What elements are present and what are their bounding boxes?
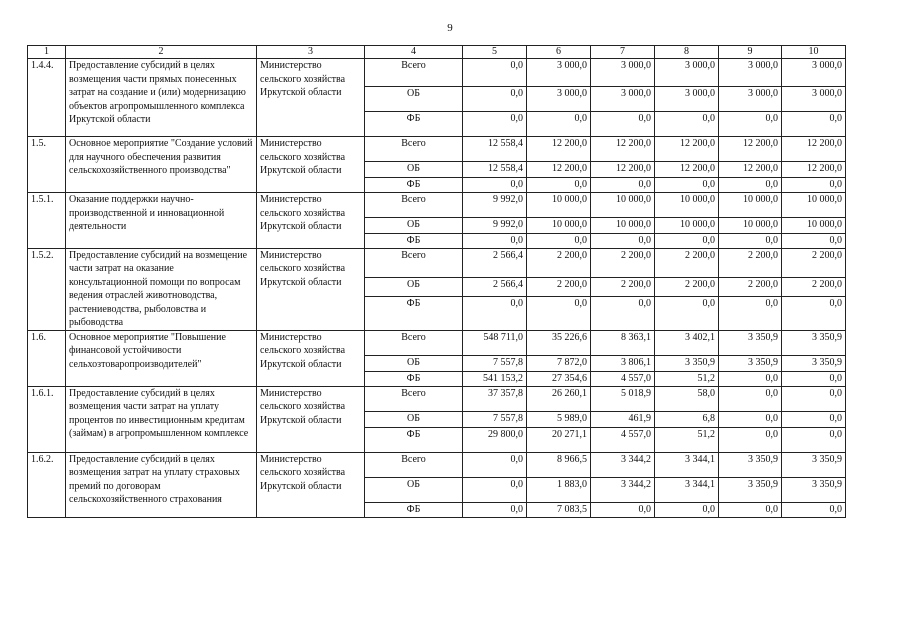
amount-cell: 0,0 (527, 178, 591, 193)
amount-cell: 2 200,0 (719, 248, 782, 278)
funding-source: ОБ (365, 87, 463, 112)
amount-cell: 3 000,0 (782, 59, 846, 87)
amount-cell: 27 354,6 (527, 371, 591, 386)
amount-cell: 0,0 (782, 411, 846, 427)
amount-cell: 3 000,0 (719, 59, 782, 87)
amount-cell: 3 402,1 (655, 330, 719, 355)
funding-source: ОБ (365, 278, 463, 297)
amount-cell: 37 357,8 (463, 386, 527, 411)
amount-cell: 4 557,0 (591, 427, 655, 452)
funding-source: Всего (365, 59, 463, 87)
amount-cell: 0,0 (782, 502, 846, 517)
amount-cell: 2 200,0 (527, 278, 591, 297)
amount-cell: 10 000,0 (655, 218, 719, 234)
measure-code: 1.5.1. (28, 193, 66, 249)
amount-cell: 12 200,0 (782, 162, 846, 178)
amount-cell: 1 883,0 (527, 477, 591, 502)
amount-cell: 26 260,1 (527, 386, 591, 411)
amount-cell: 0,0 (463, 87, 527, 112)
amount-cell: 0,0 (591, 178, 655, 193)
amount-cell: 3 350,9 (719, 330, 782, 355)
funding-source: ФБ (365, 297, 463, 330)
amount-cell: 0,0 (719, 178, 782, 193)
amount-cell: 0,0 (527, 112, 591, 137)
amount-cell: 0,0 (782, 386, 846, 411)
page-number: 9 (447, 22, 453, 34)
amount-cell: 541 153,2 (463, 371, 527, 386)
funding-source: Всего (365, 386, 463, 411)
amount-cell: 0,0 (719, 371, 782, 386)
amount-cell: 2 566,4 (463, 278, 527, 297)
amount-cell: 0,0 (655, 112, 719, 137)
amount-cell: 3 344,1 (655, 477, 719, 502)
amount-cell: 5 018,9 (591, 386, 655, 411)
amount-cell: 12 200,0 (655, 137, 719, 162)
funding-source: ФБ (365, 427, 463, 452)
amount-cell: 7 083,5 (527, 502, 591, 517)
amount-cell: 12 200,0 (591, 137, 655, 162)
amount-cell: 2 200,0 (782, 278, 846, 297)
amount-cell: 3 000,0 (591, 87, 655, 112)
measure-code: 1.6.1. (28, 386, 66, 452)
amount-cell: 0,0 (719, 386, 782, 411)
amount-cell: 8 363,1 (591, 330, 655, 355)
funding-source: Всего (365, 330, 463, 355)
amount-cell: 12 200,0 (527, 137, 591, 162)
amount-cell: 10 000,0 (591, 193, 655, 218)
funding-source: ФБ (365, 112, 463, 137)
amount-cell: 9 992,0 (463, 193, 527, 218)
measure-code: 1.6.2. (28, 452, 66, 517)
amount-cell: 10 000,0 (719, 218, 782, 234)
funding-source: Всего (365, 137, 463, 162)
amount-cell: 10 000,0 (527, 193, 591, 218)
measure-name: Основное мероприятие "Повышение финансовой устойчивости сельхозтоваропроизводителей" (66, 330, 257, 386)
column-header: 7 (591, 46, 655, 59)
amount-cell: 0,0 (655, 234, 719, 249)
measure-code: 1.5. (28, 137, 66, 193)
amount-cell: 51,2 (655, 427, 719, 452)
amount-cell: 0,0 (463, 477, 527, 502)
amount-cell: 4 557,0 (591, 371, 655, 386)
funding-source: Всего (365, 452, 463, 477)
amount-cell: 10 000,0 (527, 218, 591, 234)
amount-cell: 12 200,0 (655, 162, 719, 178)
amount-cell: 0,0 (527, 234, 591, 249)
amount-cell: 2 200,0 (591, 248, 655, 278)
amount-cell: 3 350,9 (782, 452, 846, 477)
amount-cell: 0,0 (782, 371, 846, 386)
amount-cell: 6,8 (655, 411, 719, 427)
amount-cell: 3 000,0 (591, 59, 655, 87)
column-header: 5 (463, 46, 527, 59)
measure-name: Предоставление субсидий в целях возмещения части прямых понесенных затрат на создание и (или) модернизацию объектов агропромышленного комплекса Иркутской области (66, 59, 257, 137)
amount-cell: 0,0 (719, 112, 782, 137)
amount-cell: 3 350,9 (782, 477, 846, 502)
amount-cell: 3 344,1 (655, 452, 719, 477)
amount-cell: 3 000,0 (527, 87, 591, 112)
table-row (28, 137, 846, 162)
measure-name: Основное мероприятие "Создание условий для научного обеспечения развития сельскохозяйственного производства" (66, 137, 257, 193)
amount-cell: 0,0 (463, 234, 527, 249)
amount-cell: 3 000,0 (655, 87, 719, 112)
funding-source: Всего (365, 193, 463, 218)
amount-cell: 58,0 (655, 386, 719, 411)
measure-name: Предоставление субсидий на возмещение части затрат на оказание консультационной помощи по вопросам ведения отраслей животноводства, растениеводства, рыболовства и рыбоводства (66, 248, 257, 330)
amount-cell: 35 226,6 (527, 330, 591, 355)
amount-cell: 0,0 (719, 297, 782, 330)
amount-cell: 2 200,0 (782, 248, 846, 278)
amount-cell: 10 000,0 (719, 193, 782, 218)
amount-cell: 12 200,0 (719, 137, 782, 162)
amount-cell: 3 000,0 (719, 87, 782, 112)
measure-name: Предоставление субсидий в целях возмещения части затрат на уплату процентов по инвестиционным кредитам (займам) в агропромышленном комплексе (66, 386, 257, 452)
amount-cell: 0,0 (591, 234, 655, 249)
column-header: 9 (719, 46, 782, 59)
amount-cell: 0,0 (463, 59, 527, 87)
funding-source: ФБ (365, 502, 463, 517)
amount-cell: 0,0 (782, 427, 846, 452)
funding-source: ОБ (365, 411, 463, 427)
executor-name: Министерство сельского хозяйства Иркутской области (257, 452, 365, 517)
table-row (28, 59, 846, 87)
amount-cell: 5 989,0 (527, 411, 591, 427)
amount-cell: 12 200,0 (591, 162, 655, 178)
column-header: 6 (527, 46, 591, 59)
table-body (28, 59, 846, 518)
amount-cell: 12 558,4 (463, 162, 527, 178)
funding-source: Всего (365, 248, 463, 278)
amount-cell: 0,0 (782, 297, 846, 330)
amount-cell: 3 000,0 (527, 59, 591, 87)
amount-cell: 0,0 (591, 112, 655, 137)
amount-cell: 3 350,9 (719, 452, 782, 477)
amount-cell: 3 344,2 (591, 477, 655, 502)
amount-cell: 2 566,4 (463, 248, 527, 278)
amount-cell: 12 200,0 (527, 162, 591, 178)
amount-cell: 7 557,8 (463, 411, 527, 427)
executor-name: Министерство сельского хозяйства Иркутской области (257, 248, 365, 330)
executor-name: Министерство сельского хозяйства Иркутской области (257, 386, 365, 452)
amount-cell: 0,0 (782, 178, 846, 193)
amount-cell: 3 806,1 (591, 355, 655, 371)
amount-cell: 7 872,0 (527, 355, 591, 371)
amount-cell: 3 350,9 (782, 330, 846, 355)
column-header: 2 (66, 46, 257, 59)
amount-cell: 3 000,0 (655, 59, 719, 87)
amount-cell: 10 000,0 (655, 193, 719, 218)
measure-code: 1.5.2. (28, 248, 66, 330)
amount-cell: 3 350,9 (782, 355, 846, 371)
amount-cell: 0,0 (463, 502, 527, 517)
table-row (28, 452, 846, 477)
measure-code: 1.4.4. (28, 59, 66, 137)
column-header: 3 (257, 46, 365, 59)
measure-name: Оказание поддержки научно-производственной и инновационной деятельности (66, 193, 257, 249)
table-row (28, 193, 846, 218)
column-header: 4 (365, 46, 463, 59)
amount-cell: 51,2 (655, 371, 719, 386)
amount-cell: 3 350,9 (719, 355, 782, 371)
amount-cell: 548 711,0 (463, 330, 527, 355)
amount-cell: 0,0 (719, 234, 782, 249)
funding-source: ОБ (365, 355, 463, 371)
amount-cell: 0,0 (655, 502, 719, 517)
table-row (28, 386, 846, 411)
column-number-row (28, 46, 846, 59)
amount-cell: 2 200,0 (719, 278, 782, 297)
amount-cell: 0,0 (591, 502, 655, 517)
amount-cell: 3 350,9 (719, 477, 782, 502)
amount-cell: 0,0 (719, 411, 782, 427)
amount-cell: 8 966,5 (527, 452, 591, 477)
measure-name: Предоставление субсидий в целях возмещения затрат на уплату страховых премий по договорам сельскохозяйственного страхования (66, 452, 257, 517)
amount-cell: 2 200,0 (527, 248, 591, 278)
amount-cell: 0,0 (719, 502, 782, 517)
funding-source: ФБ (365, 178, 463, 193)
amount-cell: 0,0 (782, 112, 846, 137)
funding-source: ОБ (365, 477, 463, 502)
amount-cell: 0,0 (591, 297, 655, 330)
amount-cell: 2 200,0 (591, 278, 655, 297)
executor-name: Министерство сельского хозяйства Иркутской области (257, 193, 365, 249)
program-funding-table (27, 45, 846, 518)
amount-cell: 10 000,0 (591, 218, 655, 234)
amount-cell: 3 000,0 (782, 87, 846, 112)
amount-cell: 2 200,0 (655, 248, 719, 278)
amount-cell: 461,9 (591, 411, 655, 427)
funding-source: ОБ (365, 162, 463, 178)
column-header: 10 (782, 46, 846, 59)
column-header: 8 (655, 46, 719, 59)
table-row (28, 248, 846, 278)
table-row (28, 330, 846, 355)
amount-cell: 20 271,1 (527, 427, 591, 452)
amount-cell: 0,0 (463, 178, 527, 193)
measure-code: 1.6. (28, 330, 66, 386)
amount-cell: 10 000,0 (782, 218, 846, 234)
amount-cell: 0,0 (719, 427, 782, 452)
amount-cell: 12 200,0 (782, 137, 846, 162)
executor-name: Министерство сельского хозяйства Иркутской области (257, 330, 365, 386)
amount-cell: 0,0 (463, 297, 527, 330)
amount-cell: 12 200,0 (719, 162, 782, 178)
funding-source: ОБ (365, 218, 463, 234)
amount-cell: 3 344,2 (591, 452, 655, 477)
amount-cell: 0,0 (655, 178, 719, 193)
amount-cell: 7 557,8 (463, 355, 527, 371)
amount-cell: 2 200,0 (655, 278, 719, 297)
executor-name: Министерство сельского хозяйства Иркутской области (257, 137, 365, 193)
amount-cell: 9 992,0 (463, 218, 527, 234)
amount-cell: 0,0 (463, 452, 527, 477)
column-header: 1 (28, 46, 66, 59)
amount-cell: 0,0 (463, 112, 527, 137)
funding-source: ФБ (365, 371, 463, 386)
amount-cell: 29 800,0 (463, 427, 527, 452)
funding-source: ФБ (365, 234, 463, 249)
amount-cell: 0,0 (782, 234, 846, 249)
amount-cell: 10 000,0 (782, 193, 846, 218)
amount-cell: 0,0 (527, 297, 591, 330)
amount-cell: 0,0 (655, 297, 719, 330)
amount-cell: 12 558,4 (463, 137, 527, 162)
executor-name: Министерство сельского хозяйства Иркутской области (257, 59, 365, 137)
amount-cell: 3 350,9 (655, 355, 719, 371)
